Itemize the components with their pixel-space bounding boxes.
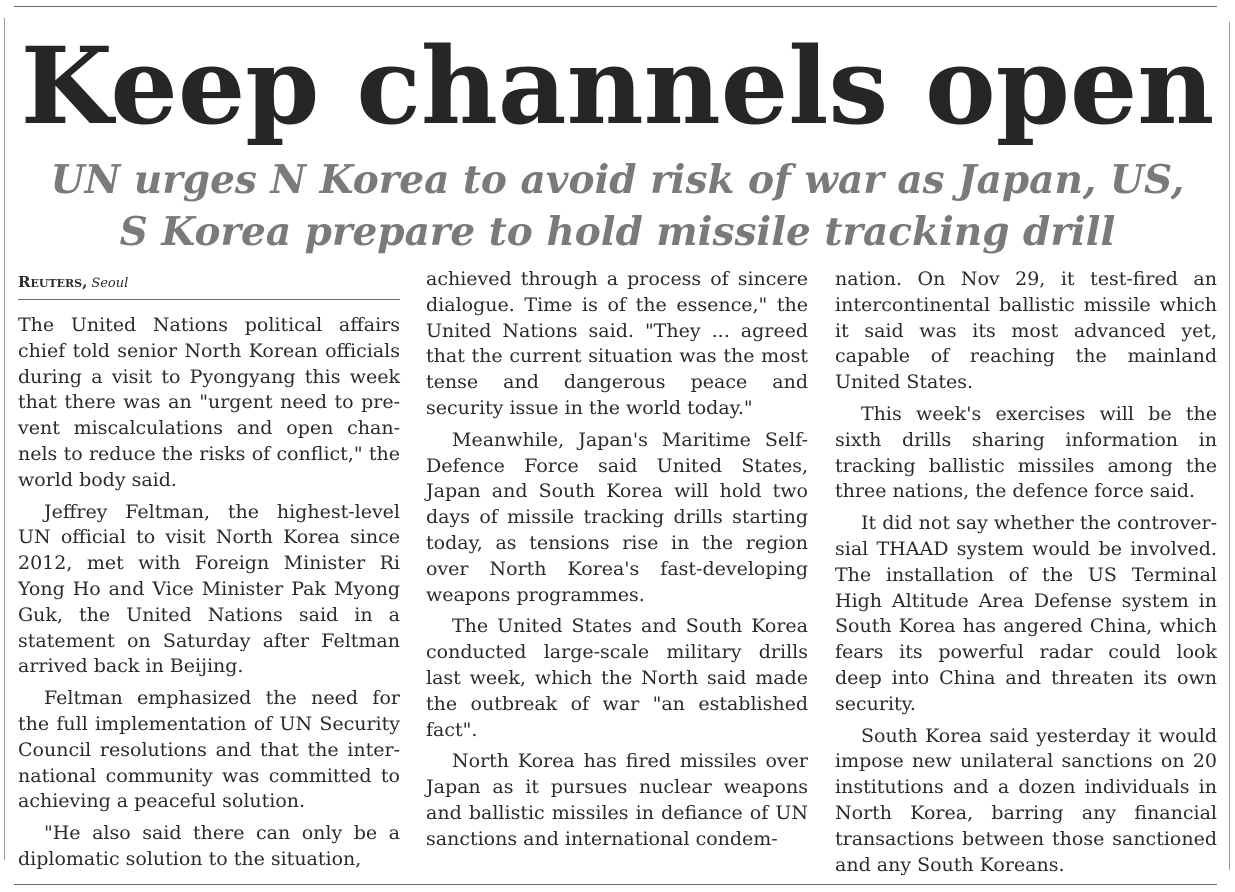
right-rule [1229, 22, 1230, 870]
paragraph: Meanwhile, Japan's Maritime Self-Defence Force said United States, Japan and South Korea will hold two days of missile tracking drills starting today, as tensions rise in the region over North Korea's fast-developing weapons programmes. [426, 428, 808, 606]
subhead-line-1: UN urges N Korea to avoid risk of war as Japan, US, [50, 157, 1185, 203]
paragraph: Feltman emphasized the need for the full implementation of UN Security Council resolutions and that the international community was committed to achieving a peaceful solution. [18, 687, 400, 813]
headline: Keep channels open [20, 23, 1215, 148]
paragraph: The United Nations political affairs chief told senior North Korean officials during a visit to Pyongyang this week that there was an "urgent need to prevent miscalculations and open channels to reduce the risks of conflict," the world body said. [18, 314, 400, 491]
paragraph: The United States and South Korea conducted large-scale military drills last week, which the North said made the outbreak of war "an established fact". [426, 615, 808, 741]
article-column-3 [835, 267, 1217, 884]
byline [18, 272, 400, 294]
top-rule [14, 6, 1217, 7]
paragraph: achieved through a process of sincere dialogue. Time is of the essence," the United Nations said. "They ... agreed that the current situation was the most tense and dangerous peace and security issue in the world today." [426, 268, 808, 419]
subhead-line-2: S Korea prepare to hold missile tracking drill [119, 209, 1116, 255]
paragraph: South Korea said yesterday it would impose new unilateral sanctions on 20 institutions and a dozen individuals in North Korea, barring any financial transactions between those sanctioned and any South Koreans. [835, 724, 1217, 876]
byline-rule [18, 299, 400, 300]
paragraph: "He also said there can only be a diplomatic solution to the situation, [18, 822, 400, 870]
subheadline [0, 154, 1235, 258]
paragraph: nation. On Nov 29, it test-fired an intercontinental ballistic missile which it said was its most advanced yet, capable of reaching the mainland United States. [835, 268, 1217, 394]
paragraph: North Korea has fired missiles over Japan as it pursues nuclear weapons and ballistic missiles in defiance of UN sanctions and international condem- [426, 750, 808, 850]
byline-agency: Reuters, [18, 273, 88, 291]
article-column-1 [18, 313, 400, 879]
paragraph: This week's exercises will be the sixth drills sharing information in tracking ballistic missiles among the three nations, the defence force said. [835, 402, 1217, 503]
paragraph: Jeffrey Feltman, the highest-level UN official to visit North Korea since 2012, met with Foreign Minister Ri Yong Ho and Vice Minister Pak Myong Guk, the United Nations said in a statement on Saturday after Feltman arrived back in Beijing. [18, 500, 400, 678]
article-column-2 [426, 267, 808, 859]
paragraph: It did not say whether the controversial THAAD system would be involved. The installation of the US Terminal High Altitude Area Defense system in South Korea has angered China, which fears its powerful radar could look deep into China and threaten its own security. [835, 512, 1217, 715]
byline-location: Seoul [91, 276, 129, 291]
